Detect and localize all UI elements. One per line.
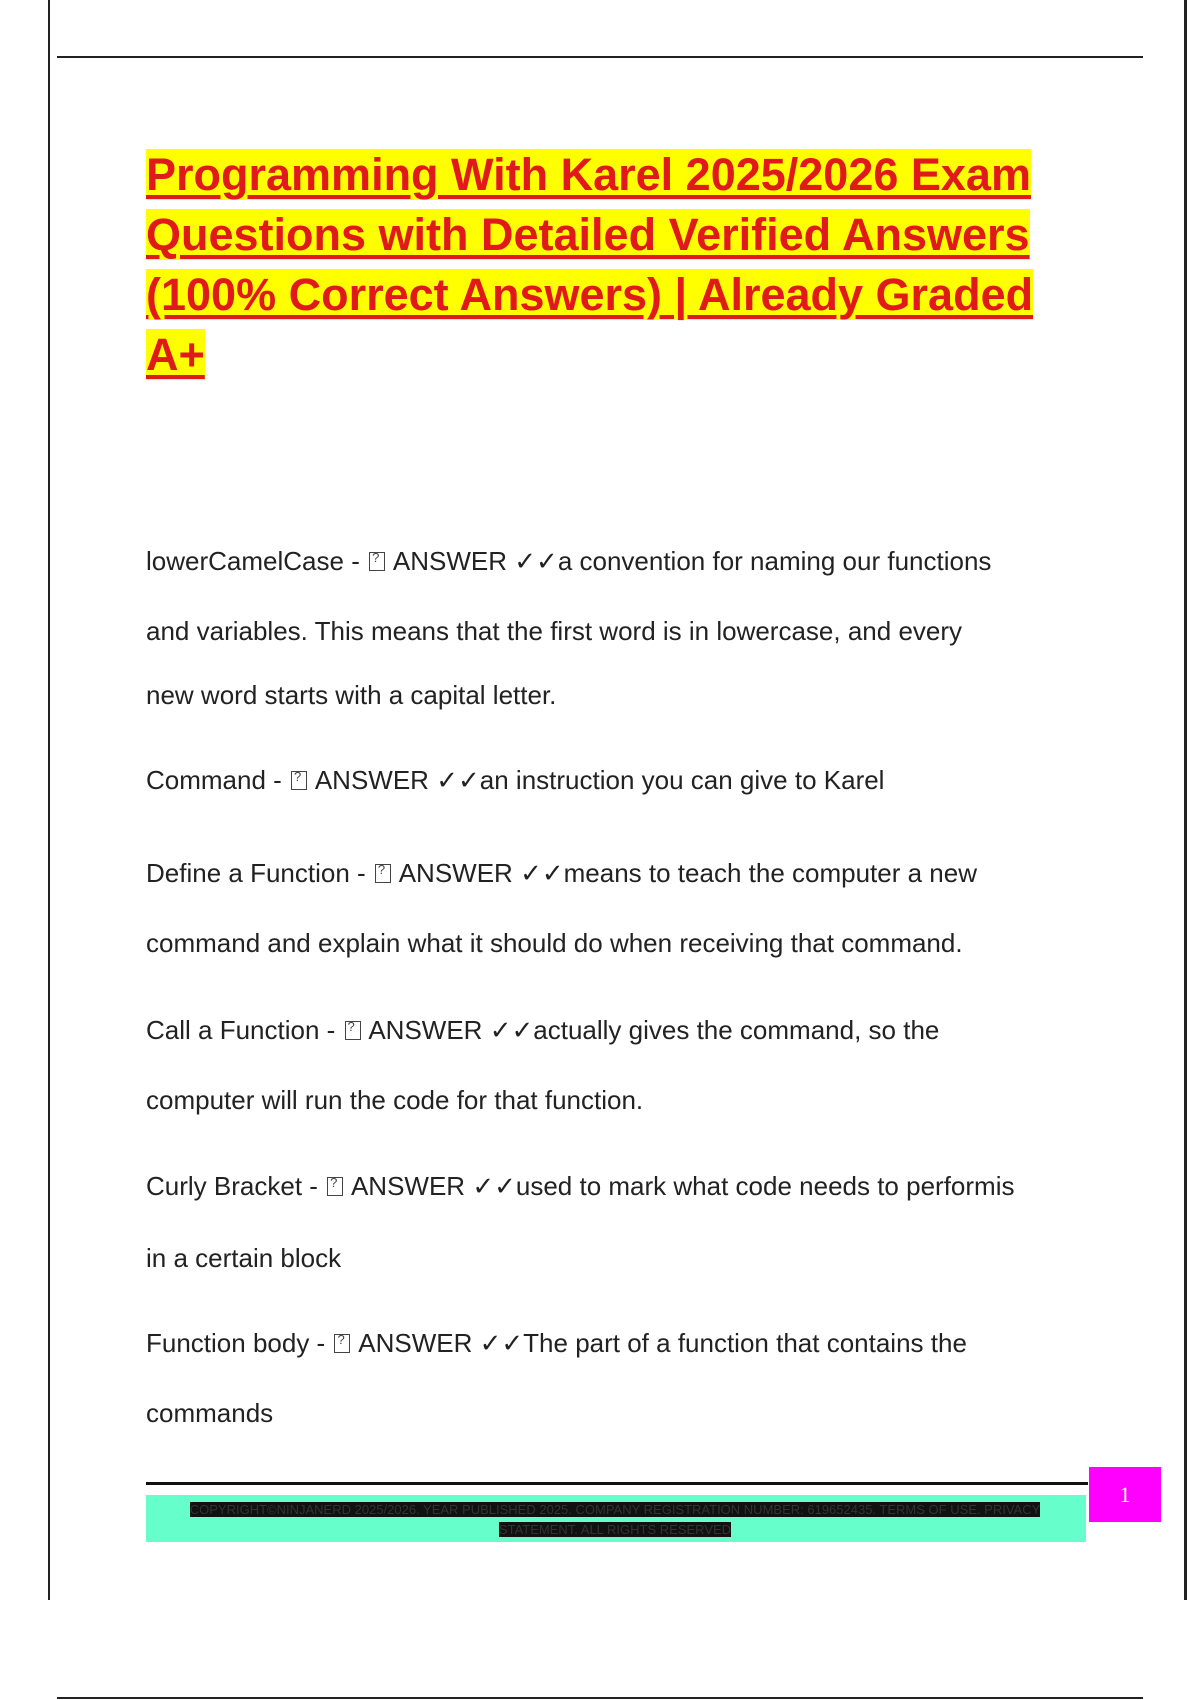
entry-definition: an instruction you can give to Karel xyxy=(479,765,885,795)
page-number-badge: 1 xyxy=(1089,1467,1161,1522)
missing-glyph-icon xyxy=(369,552,385,571)
footer-copyright: COPYRIGHT©NINJANERD 2025/2026. YEAR PUBLISHED 2025. COMPANY REGISTRATION NUMBER: 619652435. TERMS OF USE. PRIVACY STATEMENT. ALL RIGHTS RESERVED xyxy=(189,1502,1041,1537)
document-title: Programming With Karel 2025/2026 Exam Questions with Detailed Verified Answers (100% Correct Answers) | Already Graded A+ xyxy=(146,149,1034,380)
entry-definition: and variables. This means that the first word is in lowercase, and every xyxy=(146,616,963,646)
entry-term: lowerCamelCase xyxy=(146,546,344,576)
page-border-left xyxy=(48,0,50,1600)
missing-glyph-icon xyxy=(345,1021,361,1040)
entry-definition: actually gives the command, so the xyxy=(533,1015,940,1045)
entry-definition: means to teach the computer a new xyxy=(563,858,977,888)
entry-term: Command xyxy=(146,765,266,795)
entry-definition: used to mark what code needs to performis xyxy=(515,1171,1015,1201)
next-page-rule xyxy=(57,1697,1143,1699)
entry-definition: in a certain block xyxy=(146,1243,342,1273)
missing-glyph-icon xyxy=(327,1177,343,1196)
entry-definition: computer will run the code for that function. xyxy=(146,1085,644,1115)
entry-term: Define a Function xyxy=(146,858,350,888)
footer-rule xyxy=(146,1482,1088,1485)
missing-glyph-icon xyxy=(375,864,391,883)
missing-glyph-icon xyxy=(291,771,307,790)
answer-marker: ANSWER xyxy=(398,858,513,888)
answer-marker: ANSWER xyxy=(358,1328,473,1358)
entry-term: Function body xyxy=(146,1328,310,1358)
answer-marker: ANSWER xyxy=(368,1015,483,1045)
entry-definition: commands xyxy=(146,1398,274,1428)
header-rule xyxy=(57,56,1143,58)
entry-term: Curly Bracket xyxy=(146,1171,303,1201)
answer-marker: ANSWER xyxy=(392,546,507,576)
double-check-icon: ✓✓ xyxy=(479,1329,524,1359)
entry-term: Call a Function xyxy=(146,1015,320,1045)
entry-definition: The part of a function that contains the xyxy=(523,1328,967,1358)
entry-definition: command and explain what it should do when receiving that command. xyxy=(146,928,963,958)
double-check-icon: ✓✓ xyxy=(520,859,564,889)
double-check-icon: ✓✓ xyxy=(489,1016,534,1046)
entry-definition: a convention for naming our functions xyxy=(557,546,992,576)
entry-definition: new word starts with a capital letter. xyxy=(146,680,557,710)
answer-marker: ANSWER xyxy=(314,765,429,795)
double-check-icon: ✓✓ xyxy=(436,766,480,796)
answer-marker: ANSWER xyxy=(350,1171,466,1201)
double-check-icon: ✓✓ xyxy=(472,1172,516,1202)
missing-glyph-icon xyxy=(334,1334,350,1353)
double-check-icon: ✓✓ xyxy=(514,547,558,577)
page-border-right xyxy=(1184,0,1187,1600)
